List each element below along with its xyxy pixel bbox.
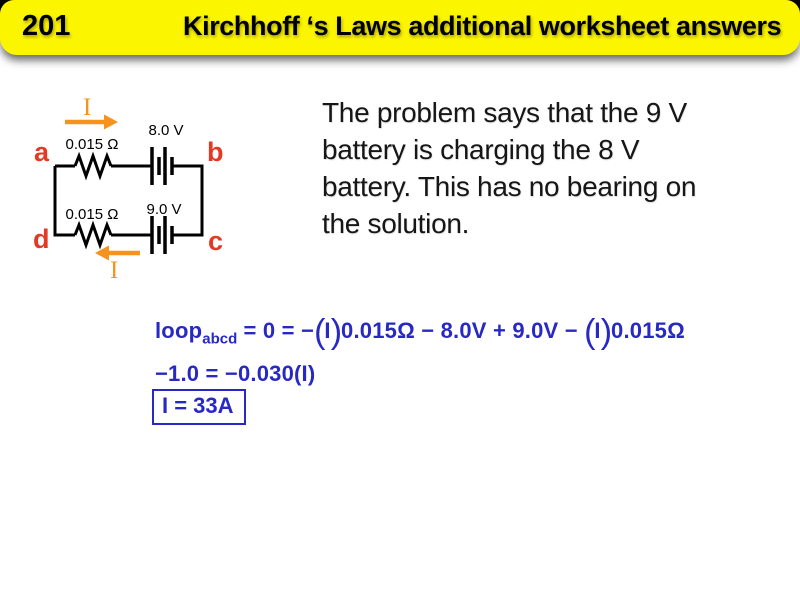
current-label-top: I	[83, 94, 92, 121]
eq-mid1: = 0 = −	[237, 318, 315, 343]
battery-9v-symbol	[152, 216, 172, 254]
eq-open-paren: (	[584, 313, 595, 351]
resistor-top-label: 0.015 Ω	[65, 136, 119, 153]
resistor-bottom	[75, 225, 111, 245]
battery-bottom-label: 9.0 V	[146, 201, 182, 218]
equation-loop	[155, 313, 685, 352]
eq-current1: I	[324, 318, 331, 343]
eq-close-paren: )	[600, 313, 612, 351]
note-line: the solution.	[322, 208, 470, 239]
eq-close-paren: )	[330, 313, 342, 351]
current-arrow-top	[65, 115, 118, 130]
page-number: 201	[22, 10, 71, 42]
note-line: The problem says that the 9 V	[322, 97, 687, 128]
current-label-bottom: I	[110, 257, 119, 284]
battery-top-label: 8.0 V	[148, 122, 184, 139]
note-text	[322, 94, 762, 242]
circuit-diagram	[25, 85, 255, 290]
resistor-bottom-label: 0.015 Ω	[65, 206, 119, 223]
equation-simplified: −1.0 = −0.030(I)	[155, 361, 316, 386]
eq-current2: I	[594, 318, 601, 343]
eq-open-paren: (	[314, 313, 325, 351]
battery-8v-symbol	[152, 147, 172, 185]
eq-mid2: 0.015Ω − 8.0V + 9.0V −	[341, 318, 585, 343]
equation-result-box: I = 33A	[152, 389, 246, 425]
node-label-d: d	[33, 224, 50, 254]
eq-subscript: abcd	[202, 330, 238, 348]
node-label-a: a	[34, 137, 50, 167]
header-bar	[0, 0, 800, 55]
node-label-c: c	[208, 226, 224, 256]
note-line: battery is charging the 8 V	[322, 134, 640, 165]
resistor-top	[75, 156, 111, 176]
eq-func: loop	[155, 318, 203, 343]
eq-tail: 0.015Ω	[611, 318, 685, 343]
note-line: battery. This has no bearing on	[322, 171, 697, 202]
node-label-b: b	[207, 137, 224, 167]
page-title: Kirchhoff ‘s Laws additional worksheet answers	[183, 11, 782, 41]
